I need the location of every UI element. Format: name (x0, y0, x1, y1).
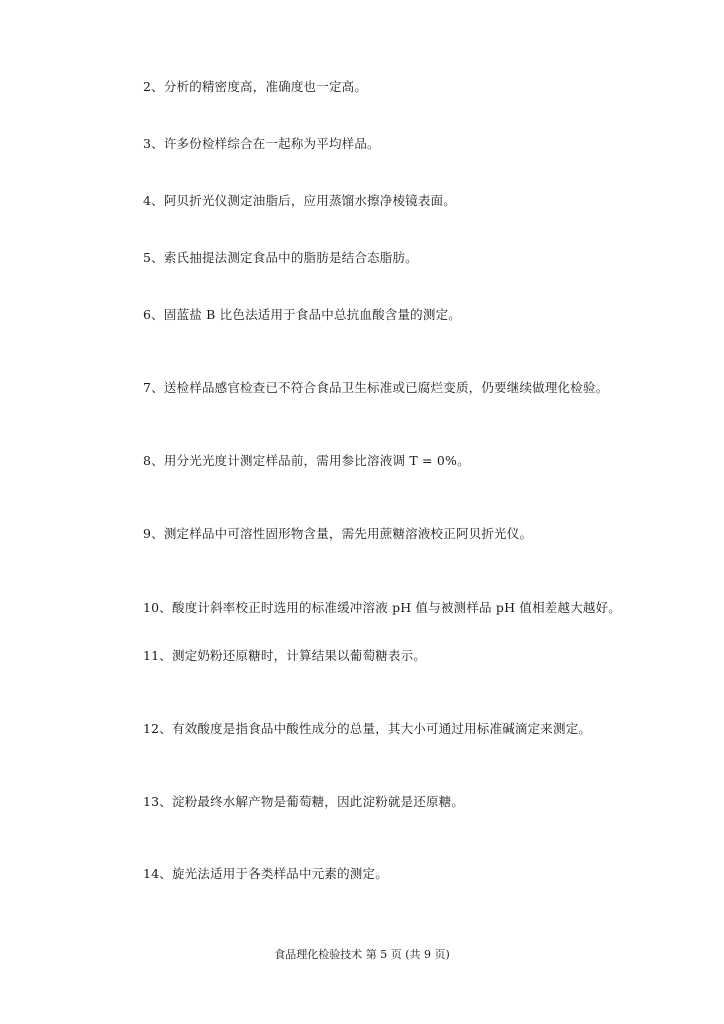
question-6: 6、固蓝盐 B 比色法适用于食品中总抗血酸含量的测定。 (143, 307, 461, 322)
question-2: 2、分析的精密度高，准确度也一定高。 (143, 79, 368, 94)
question-4: 4、阿贝折光仪测定油脂后，应用蒸馏水擦净棱镜表面。 (143, 193, 456, 208)
question-8: 8、用分光光度计测定样品前，需用参比溶液调 T = 0%。 (143, 453, 470, 468)
question-9: 9、测定样品中可溶性固形物含量，需先用蔗糖溶液校正阿贝折光仪。 (143, 526, 533, 541)
page-footer: 食品理化检验技术 第 5 页 (共 9 页) (274, 948, 450, 961)
question-3: 3、许多份检样综合在一起称为平均样品。 (143, 136, 380, 151)
question-13: 13、淀粉最终水解产物是葡萄糖，因此淀粉就是还原糖。 (143, 794, 465, 809)
question-10: 10、酸度计斜率校正时选用的标准缓冲溶液 pH 值与被测样品 pH 值相差越大越好。 (143, 600, 622, 615)
question-7: 7、送检样品感官检查已不符合食品卫生标准或已腐烂变质，仍要继续做理化检验。 (143, 380, 609, 395)
question-11: 11、测定奶粉还原糖时，计算结果以葡萄糖表示。 (143, 648, 427, 663)
question-12: 12、有效酸度是指食品中酸性成分的总量，其大小可通过用标准碱滴定来测定。 (143, 721, 592, 736)
question-14: 14、旋光法适用于各类样品中元素的测定。 (143, 866, 388, 881)
question-5: 5、索氏抽提法测定食品中的脂肪是结合态脂肪。 (143, 250, 418, 265)
